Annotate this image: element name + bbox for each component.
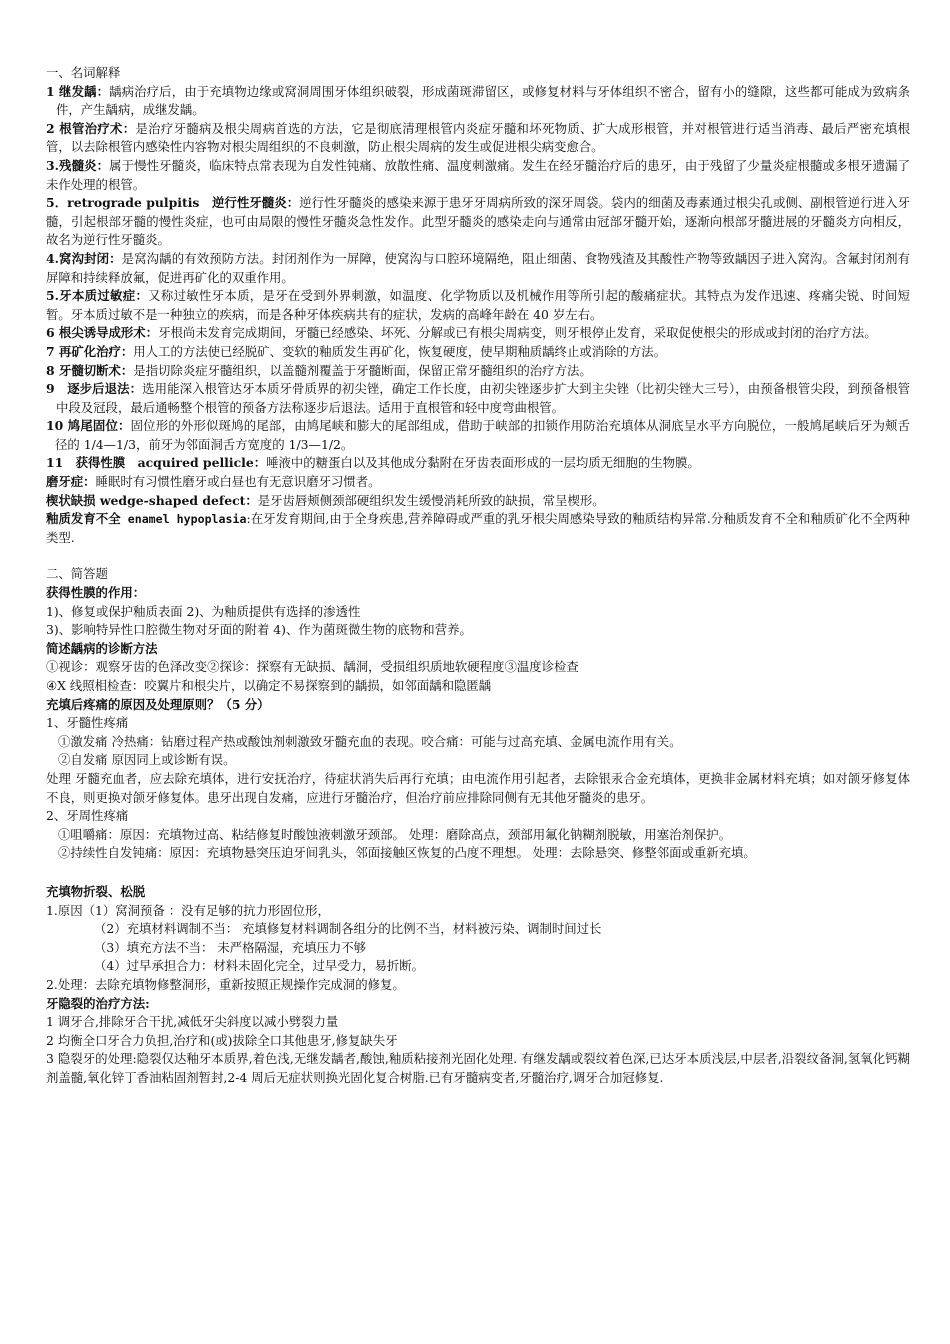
entry-term: 釉质发育不全 [46,511,121,527]
item-text: 原因同上或诊断有误。 [111,752,236,768]
entry-term: 磨牙症： [46,474,96,490]
entry-term: 10 鸠尾固位： [46,418,131,434]
entry-secondary-caries [46,83,910,120]
entry-pit-fissure-sealing [46,250,910,287]
entry-term: 3.残髓炎： [46,157,110,173]
entry-text: 唾液中的糖蛋白以及其他成分黏附在牙齿表面形成的一层均质无细胞的生物膜。 [266,455,700,471]
document-page [46,64,910,1087]
entry-retrograde-pulpitis [46,194,910,250]
entry-remineralization [46,343,910,362]
entry-text: 选用能深入根管达牙本质牙骨质界的初尖锉，确定工作长度，由初尖锉逐步扩大到主尖锉（比初尖锉大三号），由预备根管尖段，到预备根管中段及冠段，最后通畅整个根管的预备方法称逐步后退法。适用于直根管和轻中度弯曲根管。 [56,381,910,415]
heading-filling-fracture: 充填物折裂、松脱 [46,883,146,899]
heading-pellicle-function: 获得性膜的作用： [46,585,146,601]
list-item: 3 隐裂牙的处理:隐裂仅达釉牙本质界,着色浅,无继发龋者,酸蚀,釉质粘接剂光固化处理. 有继发龋或裂纹着色深,已达牙本质浅层,中层者,沿裂纹备洞,氢氧化钙糊剂盖髓,氧化锌丁香油粘固剂暂封,2-4 周后无症状则换光固化复合树脂.已有牙髓病变者,牙髓治疗,调牙合加冠修复. [46,1051,910,1085]
entry-text: 龋病治疗后，由于充填物边缘或窝洞周围牙体组织破裂，形成菌斑滞留区，或修复材料与牙体组织不密合，留有小的缝隙，这些都可能成为致病条件，产生龋病，成继发龋。 [56,83,910,118]
heading-cracked-tooth: 牙隐裂的治疗方法: [46,995,150,1011]
list-item: ①咀嚼痛：原因：充填物过高、粘结修复时酸蚀液刺激牙颈部。 处理：磨除高点，颈部用氟化钠糊剂脱敏，用塞治剂保护。 [58,826,732,842]
list-item [46,733,910,752]
subheading-periodontal-pain: 2、牙周性疼痛 [46,808,129,824]
heading-caries-diagnosis: 简述龋病的诊断方法 [46,640,158,656]
entry-term: 9 逐步后退法： [46,381,143,397]
entry-root-canal-therapy [46,120,910,157]
entry-term: 5.牙本质过敏症： [46,288,149,304]
subheading-pulpal-pain: 1、牙髓性疼痛 [46,715,129,731]
entry-apexification [46,324,910,343]
list-item: 3)、影响特异性口腔微生物对牙面的附着 4)、作为菌斑微生物的底物和营养。 [46,622,472,638]
entry-text: 固位形的外形似斑鸠的尾部，由鸠尾峡和膨大的尾部组成，借助于峡部的扣锁作用防治充填体从洞底呈水平方向脱位，一般鸠尾峡后牙为颊舌径的 1/4—1/3，前牙为邻面洞舌方宽度的 1/3—1/2。 [55,418,910,452]
entry-term: 2 根管治疗术： [46,120,136,136]
list-item [46,751,910,770]
list-item: （2）充填材料调制不当： 充填修复材料调制各组分的比例不当，材料被污染、调制时间过长 [94,921,602,937]
entry-text: 是窝沟龋的有效预防方法。封闭剂作为一屏障，使窝沟与口腔环境隔绝，阻止细菌、食物残渣及其酸性产物等致龋因子进入窝沟。含氟封闭剂有屏障和持续释放氟，促进再矿化的双重作用。 [46,250,910,285]
entry-term: 1 继发龋： [46,83,110,99]
entry-bruxism [46,473,910,492]
entry-text: 睡眠时有习惯性磨牙或白昼也有无意识磨牙习惯者。 [95,474,381,490]
entry-term: 7 再矿化治疗： [46,343,134,359]
entry-term: 楔状缺损 wedge-shaped defect： [46,492,258,508]
list-item: ①视诊：观察牙齿的色泽改变②探诊：探察有无缺损、龋洞，受损组织质地软硬程度③温度诊检查 [46,659,579,675]
entry-term: 4.窝沟封闭： [46,250,122,266]
entry-dovetail-retention [46,417,910,454]
item-label: ①激发痛 [58,733,108,749]
paragraph-treatment: 处理 牙髓充血者，应去除充填体，进行安抚治疗，待症状消失后再行充填；由电流作用引起者，去除银汞合金充填体，更换非金属材料充填；如对颌牙修复体不良，则更换对颌牙修复体。患牙出现自发痛，应进行牙髓治疗，但治疗前应排除同侧有无其他牙髓炎的患牙。 [46,770,910,805]
entry-text: 用人工的方法使已经脱矿、变软的釉质发生再矿化，恢复硬度，使早期釉质龋终止或消除的方法。 [133,343,667,359]
list-item: （4）过早承担合力：材料未固化完全，过早受力，易折断。 [94,958,425,974]
entry-text: 是治疗牙髓病及根尖周病首选的方法，它是彻底清理根管内炎症牙髓和坏死物质、扩大成形根管，并对根管进行适当消毒、最后严密充填根管，以去除根管内感染性内容物对根尖周组织的不良刺激，防止根尖周病的发生或促进根尖病变愈合。 [46,120,911,155]
spacer [46,863,910,883]
spacer [46,547,910,565]
entry-enamel-hypoplasia [46,510,910,547]
entry-term: 11 获得性膜 acquired pellicle： [46,455,267,471]
list-item: 1.原因（1）窝洞预备 ：没有足够的抗力形固位形， [46,902,330,918]
entry-text: 是牙齿唇颊侧颈部硬组织发生缓慢消耗所致的缺损，常呈楔形。 [257,492,605,508]
entry-wedge-shaped-defect [46,492,910,511]
entry-text: 又称过敏性牙本质，是牙在受到外界刺激，如温度、化学物质以及机械作用等所引起的酸痛症状。其特点为发作迅速、疼痛尖锐、时间短暂。牙本质过敏不是一种独立的疾病，而是各种牙体疾病共有的症状，发病的高峰年龄在 40 岁左右。 [46,288,911,322]
entry-step-back [46,380,910,417]
entry-term: 8 牙髓切断术： [46,362,134,378]
section-title-definitions: 一、名词解释 [46,65,121,80]
list-item: 2 均衡全口牙合力负担,治疗和(或)拔除全口其他患牙,修复缺失牙 [46,1032,398,1048]
section-title-short-answer: 二、简答题 [46,566,108,582]
list-item: ②持续性自发钝痛：原因：充填物悬突压迫牙间乳头，邻面接触区恢复的凸度不理想。 处理：去除悬突、修整邻面或重新充填。 [58,845,756,861]
entry-text: 是指切除炎症牙髓组织，以盖髓剂覆盖于牙髓断面，保留正常牙髓组织的治疗方法。 [133,362,592,378]
entry-residual-pulpitis [46,157,910,194]
entry-term-english: enamel hypoplasia [120,512,247,527]
entry-term: 6 根尖诱导成形术： [46,325,159,341]
list-item: 2.处理：去除充填物修整洞形，重新按照正规操作完成洞的修复。 [46,976,405,992]
entry-text: 属于慢性牙髓炎，临床特点常表现为自发性钝痛、放散性痛、温度刺激痛。发生在经牙髓治疗后的患牙，由于残留了少量炎症根髓或多根牙遗漏了未作处理的根管。 [46,157,910,192]
entry-acquired-pellicle [46,454,910,473]
entry-pulpotomy [46,362,910,381]
entry-dentin-hypersensitivity [46,287,910,324]
list-item: 1 调牙合,排除牙合干扰,减低牙尖斜度以减小劈裂力量 [46,1014,339,1030]
entry-term: 5．retrograde pulpitis 逆行性牙髓炎： [46,195,300,211]
item-text: 冷热痛：钻磨过程产热或酸蚀剂刺激致牙髓充血的表现。咬合痛：可能与过高充填、金属电流作用有关。 [111,733,682,749]
item-label: ②自发痛 [58,752,108,768]
entry-text: 逆行性牙髓炎的感染来源于患牙牙周病所致的深牙周袋。袋内的细菌及毒素通过根尖孔或侧、副根管逆行进入牙髓，引起根部牙髓的慢性炎症，也可由局限的慢性牙髓炎急性发作。此型牙髓炎的感染走向与通常由冠部牙髓开始，逐渐向根部牙髓进展的牙髓炎方向相反，故名为逆行性牙髓炎。 [46,195,910,248]
heading-post-filling-pain: 充填后疼痛的原因及处理原则？（5 分） [46,696,270,712]
list-item: 1)、修复或保护釉质表面 2)、为釉质提供有选择的渗透性 [46,603,361,619]
entry-text: :在牙发育期间,由于全身疾患,营养障碍或严重的乳牙根尖周感染导致的釉质结构异常.分釉质发育不全和釉质矿化不全两种类型. [46,511,911,545]
list-item: ④X 线照相检查：咬翼片和根尖片，以确定不易探察到的龋损，如邻面龋和隐匿龋 [46,678,492,693]
entry-text: 牙根尚未发育完成期间，牙髓已经感染、坏死、分解或已有根尖周病变，则牙根停止发育，采取促使根尖的形成或封闭的治疗方法。 [158,325,877,341]
list-item: （3）填充方法不当： 未严格隔湿，充填压力不够 [94,939,367,955]
